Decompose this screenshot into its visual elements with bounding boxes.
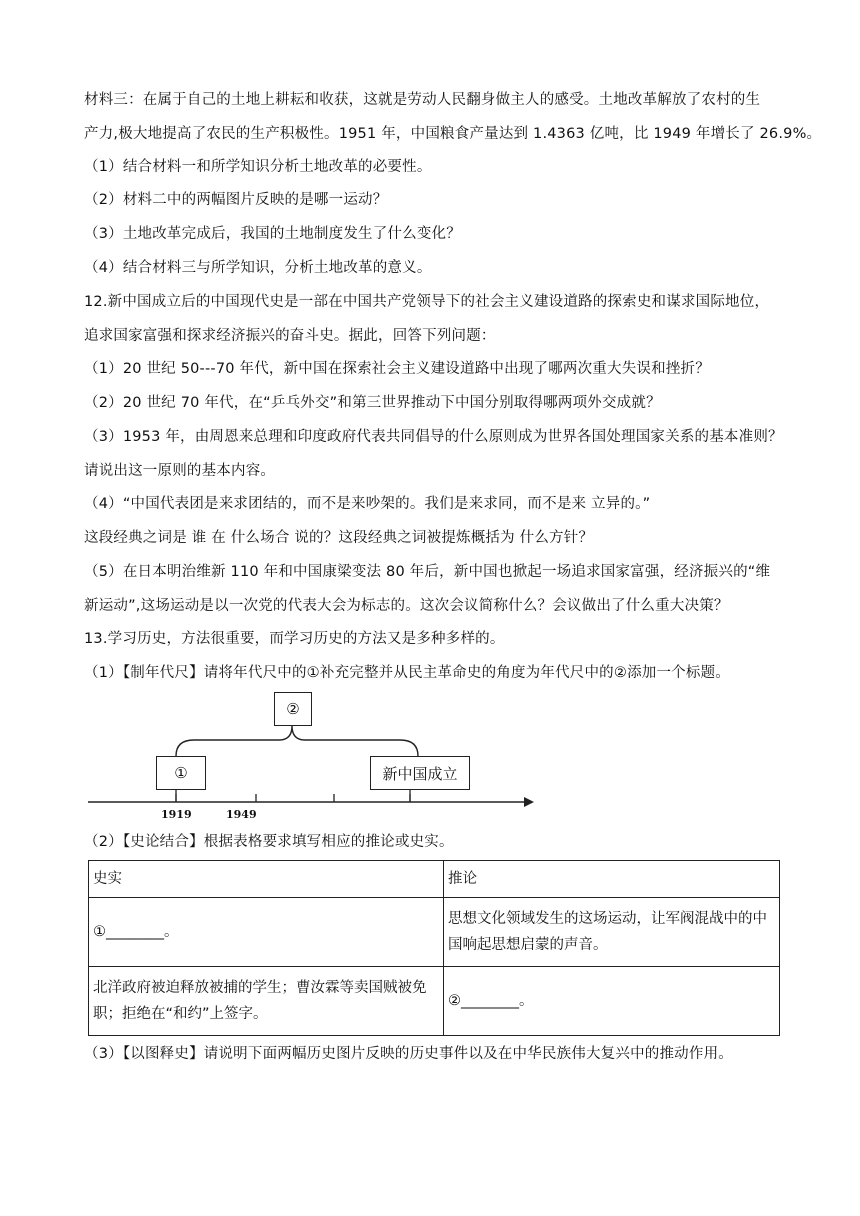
table-row <box>89 967 780 1036</box>
material-3-line-2: 产力,极大地提高了农民的生产积极性。1951 年，中国粮食产量达到 1.4363 亿吨，比 1949 年增长了 26.9%。 <box>84 126 822 142</box>
timeline-box-right: 新中国成立 <box>370 756 470 790</box>
question-12-3-line-1: （3）1953 年，由周恩来总理和印度政府代表共同倡导的什么原则成为世界各国处理国家关系的基本准则？ <box>84 429 783 445</box>
question-12-4-line-2: 这段经典之词是 谁 在 什么场合 说的？这段经典之词被提炼概括为 什么方针？ <box>84 530 594 546</box>
question-12-1: （1）20 世纪 50---70 年代，新中国在探索社会主义建设道路中出现了哪两次重大失误和挫折？ <box>84 361 710 377</box>
table-cell-inference-2: ②________。 <box>444 967 780 1036</box>
table-row <box>89 898 780 967</box>
table-cell-inference-1 <box>444 898 780 967</box>
table-header-inference: 推论 <box>444 861 780 898</box>
material-3-line-1: 材料三：在属于自己的土地上耕耘和收获，这就是劳动人民翻身做主人的感受。土地改革解放了农村的生 <box>84 92 761 108</box>
timeline-box-top: ② <box>274 692 312 726</box>
question-13-2: （2）【史论结合】根据表格要求填写相应的推论或史实。 <box>84 834 454 850</box>
table-cell-fact-1: ①________。 <box>89 898 444 967</box>
question-12-intro-line-1: 12.新中国成立后的中国现代史是一部在中国共产党领导下的社会主义建设道路的探索史和谋求国际地位， <box>84 294 770 310</box>
timeline-lines <box>84 690 544 830</box>
question-13-intro: 13.学习历史，方法很重要，而学习历史的方法又是多种多样的。 <box>84 631 505 647</box>
question-12-intro-line-2: 追求国家富强和探求经济振兴的奋斗史。据此，回答下列问题： <box>84 328 496 344</box>
question-11-3: （3）土地改革完成后，我国的土地制度发生了什么变化？ <box>84 226 461 242</box>
table-cell-fact-2 <box>89 967 444 1036</box>
history-table <box>88 860 780 1036</box>
question-11-1: （1）结合材料一和所学知识分析土地改革的必要性。 <box>84 159 432 175</box>
question-12-2: （2）20 世纪 70 年代，在“乒乓外交”和第三世界推动下中国分别取得哪两项外交成就？ <box>84 395 661 411</box>
timeline-diagram <box>84 690 544 830</box>
fact-2-line-2: 职；拒绝在“和约”上签字。 <box>93 1006 268 1022</box>
timeline-box-left: ① <box>156 756 206 790</box>
inference-1-line-2: 国响起思想启蒙的声音。 <box>448 937 608 953</box>
question-12-4-line-1: （4）“中国代表团是来求团结的，而不是来吵架的。我们是来求同，而不是来 立异的。” <box>84 496 651 512</box>
question-13-1: （1）【制年代尺】请将年代尺中的①补充完整并从民主革命史的角度为年代尺中的②添加一个标题。 <box>84 665 730 681</box>
question-12-5-line-1: （5）在日本明治维新 110 年和中国康梁变法 80 年后，新中国也掀起一场追求国家富强，经济振兴的“维 <box>84 564 771 580</box>
fact-2-line-1: 北洋政府被迫释放被捕的学生；曹汝霖等卖国贼被免 <box>93 980 427 996</box>
table-header-facts: 史实 <box>89 861 444 898</box>
timeline-year-1949: 1949 <box>226 808 257 821</box>
question-12-3-line-2: 请说出这一原则的基本内容。 <box>84 463 276 479</box>
table-header-row <box>89 861 780 898</box>
question-12-5-line-2: 新运动”,这场运动是以一次党的代表大会为标志的。这次会议简称什么？会议做出了什么重大决策？ <box>84 598 729 614</box>
question-11-4: （4）结合材料三与所学知识，分析土地改革的意义。 <box>84 260 432 276</box>
question-11-2: （2）材料二中的两幅图片反映的是哪一运动？ <box>84 192 388 208</box>
question-13-3: （3）【以图释史】请说明下面两幅历史图片反映的历史事件以及在中华民族伟大复兴中的推动作用。 <box>84 1046 733 1062</box>
inference-1-line-1: 思想文化领域发生的这场运动，让军阀混战中的中 <box>448 911 767 927</box>
timeline-year-1919: 1919 <box>161 808 192 821</box>
